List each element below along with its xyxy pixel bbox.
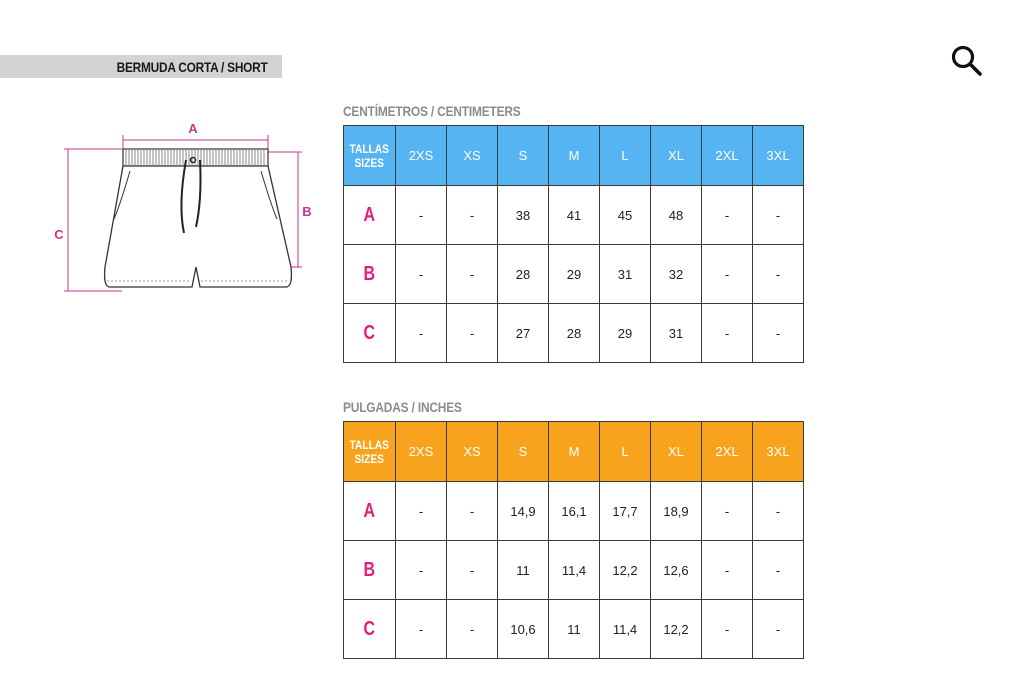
tallas-label: TALLAS <box>349 437 390 452</box>
table-cell: 11,4 <box>600 600 651 659</box>
table-row <box>344 600 804 659</box>
inches-size-header: XS <box>447 422 498 482</box>
table-cell: - <box>753 304 804 363</box>
table-cell: - <box>396 541 447 600</box>
cm-size-header: XS <box>447 126 498 186</box>
table-cell: 29 <box>600 304 651 363</box>
dimension-label-a: A <box>188 121 198 136</box>
table-cell: - <box>447 245 498 304</box>
table-cell: 31 <box>651 304 702 363</box>
table-cell: - <box>396 304 447 363</box>
inches-size-header: 3XL <box>753 422 804 482</box>
inches-size-header: M <box>549 422 600 482</box>
cm-section-title: CENTÍMETROS / CENTIMETERS <box>343 103 521 119</box>
row-label: B <box>344 245 396 304</box>
row-label: A <box>344 482 396 541</box>
table-cell: 16,1 <box>549 482 600 541</box>
cm-header-row <box>344 126 804 186</box>
inches-corner-cell <box>344 422 396 482</box>
table-cell: - <box>447 186 498 245</box>
table-cell: - <box>447 304 498 363</box>
table-cell: - <box>396 186 447 245</box>
title-bar <box>0 55 282 78</box>
inches-size-table <box>343 421 804 659</box>
table-cell: 17,7 <box>600 482 651 541</box>
cm-size-header: XL <box>651 126 702 186</box>
table-row <box>344 186 804 245</box>
table-cell: - <box>753 482 804 541</box>
cm-size-header: L <box>600 126 651 186</box>
table-cell: - <box>753 541 804 600</box>
sizes-label: SIZES <box>354 155 385 170</box>
table-cell: - <box>753 245 804 304</box>
table-cell: 48 <box>651 186 702 245</box>
row-label: C <box>344 304 396 363</box>
table-cell: - <box>702 186 753 245</box>
inches-header-row <box>344 422 804 482</box>
search-icon <box>948 42 984 78</box>
table-cell: 12,2 <box>651 600 702 659</box>
table-cell: 14,9 <box>498 482 549 541</box>
table-cell: - <box>447 541 498 600</box>
table-row <box>344 541 804 600</box>
row-label: A <box>344 186 396 245</box>
table-cell: 38 <box>498 186 549 245</box>
table-cell: 10,6 <box>498 600 549 659</box>
table-cell: - <box>753 600 804 659</box>
cm-size-table <box>343 125 804 363</box>
table-cell: - <box>396 482 447 541</box>
cm-corner-cell <box>344 126 396 186</box>
table-cell: 32 <box>651 245 702 304</box>
inches-size-header: 2XL <box>702 422 753 482</box>
cm-size-header: 2XS <box>396 126 447 186</box>
table-row <box>344 304 804 363</box>
table-cell: - <box>702 304 753 363</box>
row-label: B <box>344 541 396 600</box>
inches-size-header: S <box>498 422 549 482</box>
table-cell: - <box>396 245 447 304</box>
table-cell: - <box>396 600 447 659</box>
table-cell: 28 <box>549 304 600 363</box>
table-cell: 11,4 <box>549 541 600 600</box>
sizes-label: SIZES <box>354 451 385 466</box>
dimension-label-b: B <box>302 204 312 219</box>
search-button[interactable] <box>948 42 984 78</box>
cm-size-header: 2XL <box>702 126 753 186</box>
tallas-label: TALLAS <box>349 141 390 156</box>
shorts-diagram <box>50 115 325 305</box>
table-row <box>344 245 804 304</box>
table-cell: 41 <box>549 186 600 245</box>
table-cell: 28 <box>498 245 549 304</box>
table-cell: 27 <box>498 304 549 363</box>
table-cell: - <box>702 245 753 304</box>
table-cell: 18,9 <box>651 482 702 541</box>
page-title: BERMUDA CORTA / SHORT <box>117 59 268 75</box>
table-cell: - <box>702 600 753 659</box>
table-cell: 11 <box>549 600 600 659</box>
inches-size-header: XL <box>651 422 702 482</box>
table-cell: - <box>702 482 753 541</box>
table-cell: - <box>753 186 804 245</box>
table-cell: 31 <box>600 245 651 304</box>
table-cell: - <box>447 600 498 659</box>
table-cell: - <box>447 482 498 541</box>
table-cell: 45 <box>600 186 651 245</box>
table-row <box>344 482 804 541</box>
inches-size-header: 2XS <box>396 422 447 482</box>
table-cell: 11 <box>498 541 549 600</box>
row-label: C <box>344 600 396 659</box>
table-cell: 12,6 <box>651 541 702 600</box>
cm-size-header: S <box>498 126 549 186</box>
cm-size-header: M <box>549 126 600 186</box>
dimension-label-c: C <box>54 227 64 242</box>
table-cell: 29 <box>549 245 600 304</box>
table-cell: 12,2 <box>600 541 651 600</box>
inches-size-header: L <box>600 422 651 482</box>
table-cell: - <box>702 541 753 600</box>
inches-section-title: PULGADAS / INCHES <box>343 399 462 415</box>
cm-size-header: 3XL <box>753 126 804 186</box>
